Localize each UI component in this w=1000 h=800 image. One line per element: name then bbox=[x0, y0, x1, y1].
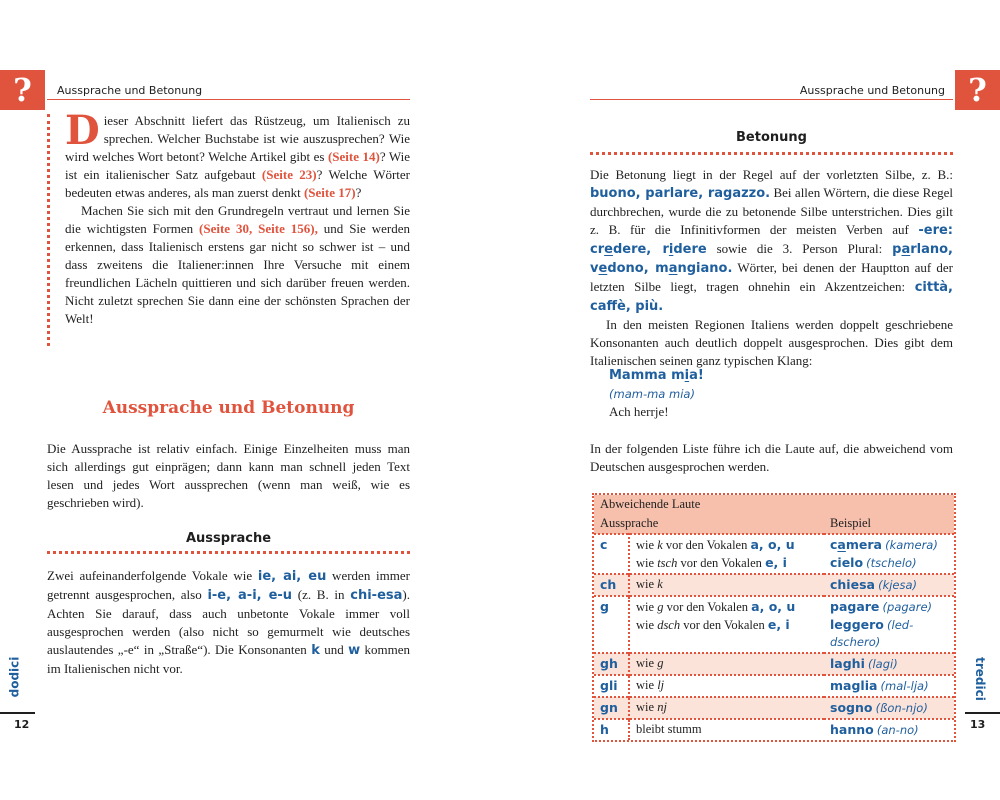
example-term: i-e, a-i, e-u bbox=[207, 588, 293, 603]
body-text: Zwei aufeinanderfolgende Vokale wie bbox=[47, 568, 258, 583]
body-text: sowie die 3. Person Plural: bbox=[706, 241, 893, 256]
intro-block bbox=[65, 107, 411, 328]
subsection-dotted-rule bbox=[47, 551, 410, 554]
body-text: Bei allen Wörtern, die diese Regel durchbrechen, wurde die zu betonende Silbe unterstrichen. Dies gilt z. B. für die Infinitivformen der meisten Verben auf bbox=[590, 185, 953, 237]
table-row bbox=[594, 697, 954, 719]
example-term: ie, ai, eu bbox=[257, 569, 327, 584]
subsection-paragraph bbox=[47, 567, 410, 678]
example-term: città, caffè, più. bbox=[590, 280, 953, 314]
pronunciation-cell: bleibt stumm bbox=[636, 722, 702, 736]
betonung-paragraph bbox=[590, 166, 953, 316]
letter-cell: gli bbox=[594, 675, 629, 697]
betonung-body bbox=[590, 166, 953, 370]
example-cell: pagare (pagare) leggero (led-dschero) bbox=[830, 599, 933, 649]
body-text: Wörter, bei denen der Hauptton auf der letzten Silbe liegt, tragen ohnehin ein Akzentzeichen: bbox=[590, 260, 953, 294]
intro-text: ? Welche Wörter bedeuten etwas anderes, als man zuerst denkt bbox=[65, 167, 411, 200]
table-row bbox=[594, 675, 954, 697]
list-intro bbox=[590, 440, 953, 476]
letter-cell: h bbox=[594, 719, 629, 740]
running-head-right: Aussprache und Betonung bbox=[799, 84, 945, 97]
body-text: und bbox=[319, 642, 349, 657]
betonung-dotted-rule bbox=[590, 152, 953, 155]
body-text: ). Achten Sie darauf, dass auch unbetonte Vokale immer voll ausgesprochen werden (also nicht so gemurmelt wie deutsches auslautendes „-e“ in „Straße“). Die Konsonanten bbox=[47, 587, 410, 657]
table-title: Abweichende Laute bbox=[600, 497, 701, 511]
page-ref: (Seite 17) bbox=[303, 185, 356, 200]
pronunciation-cell: wie k bbox=[636, 577, 663, 591]
example-cell: hanno (an-no) bbox=[830, 722, 919, 737]
pronunciation-cell: wie lj bbox=[636, 678, 665, 692]
side-label-right: tredici bbox=[972, 657, 987, 701]
subsection-body bbox=[47, 567, 410, 678]
page-number-left: 12 bbox=[14, 718, 30, 731]
table-header-row bbox=[594, 514, 954, 534]
question-mark-icon-right: ? bbox=[955, 70, 1000, 110]
page-ref: (Seite 23) bbox=[261, 167, 317, 182]
example-pronunciation: (mam-ma mia) bbox=[609, 387, 695, 401]
example-cell: sogno (ßon-njo) bbox=[830, 700, 928, 715]
letter-cell: g bbox=[594, 596, 629, 653]
pronunciation-cell: wie g bbox=[636, 656, 664, 670]
page-ref: (Seite 14) bbox=[327, 149, 380, 164]
body-text: kommen im Italienischen nicht vor. bbox=[47, 642, 411, 676]
example-block bbox=[609, 367, 909, 421]
table-row bbox=[594, 596, 954, 653]
example-term: k bbox=[311, 643, 320, 658]
letter-cell: gh bbox=[594, 653, 629, 675]
example-term: w bbox=[348, 643, 361, 658]
side-label-left: dodici bbox=[7, 656, 22, 698]
intro-text: ieser Abschnitt liefert das Rüstzeug, um Italienisch zu sprechen. Welcher Buchstabe ist wie auszusprechen? Wie wird welches Wort betont? Welche Artikel gibt es bbox=[65, 113, 410, 164]
page-number-right: 13 bbox=[970, 718, 986, 731]
betonung-title: Betonung bbox=[736, 130, 807, 145]
example-translation: Ach herrje! bbox=[609, 404, 669, 419]
pronunciation-cell: wie k vor den Vokalen a, o, u wie tsch vor den Vokalen e, i bbox=[636, 537, 795, 570]
example-term: chi-esa bbox=[350, 588, 403, 603]
section-paragraph: Die Aussprache ist relativ einfach. Einige Einzelheiten muss man sich allerdings gut einprägen; dann kann man schnell jeden Text lesen und jedes Wort aussprechen (wenn man weiß, wie es geschrieben wird). bbox=[47, 441, 410, 510]
letter-cell: c bbox=[594, 534, 629, 574]
pronunciation-cell: wie nj bbox=[636, 700, 667, 714]
col-header-beispiel: Beispiel bbox=[830, 516, 871, 530]
page-ref: (Seite 30, Seite 156), bbox=[199, 221, 318, 236]
example-cell: laghi (lagi) bbox=[830, 656, 898, 671]
footer-rule-left bbox=[0, 712, 35, 714]
list-intro-paragraph: In der folgenden Liste führe ich die Laute auf, die abweichend vom Deutschen ausgesprochen werden. bbox=[590, 441, 953, 474]
example-term: buono, parlare, ragazzo. bbox=[590, 186, 771, 201]
section-title: Aussprache und Betonung bbox=[102, 398, 355, 418]
intro-text: ? Wie ist ein italienischer Satz aufgebaut bbox=[65, 149, 410, 182]
example-term: -ere: bbox=[918, 223, 953, 238]
table-row bbox=[594, 719, 954, 740]
table-row bbox=[594, 534, 954, 574]
intro-dotted-border bbox=[47, 114, 50, 346]
letter-cell: gn bbox=[594, 697, 629, 719]
example-term: credere, ridere bbox=[590, 242, 707, 257]
table-row bbox=[594, 574, 954, 596]
example-phrase: Mamma mia! bbox=[609, 368, 704, 383]
section-body bbox=[47, 440, 410, 512]
example-cell: camera (kamera) cielo (tschelo) bbox=[830, 537, 938, 570]
running-head-left: Aussprache und Betonung bbox=[57, 84, 203, 97]
footer-rule-right bbox=[965, 712, 1000, 714]
intro-text: Machen Sie sich mit den Grundregeln vertraut und lernen Sie die wichtigsten Formen bbox=[65, 203, 410, 236]
intro-text: ? bbox=[355, 185, 362, 200]
body-text: Die Betonung liegt in der Regel auf der vorletzten Silbe, z. B.: bbox=[590, 167, 953, 182]
table-title-row bbox=[594, 495, 954, 514]
col-header-aussprache: Aussprache bbox=[600, 516, 659, 530]
example-cell: maglia (mal-lja) bbox=[830, 678, 929, 693]
letter-cell: ch bbox=[594, 574, 629, 596]
example-cell: chiesa (kjesa) bbox=[830, 577, 918, 592]
intro-paragraph bbox=[65, 107, 411, 202]
sounds-table bbox=[592, 493, 956, 742]
subsection-title: Aussprache bbox=[185, 531, 272, 546]
pronunciation-cell: wie g vor den Vokalen a, o, u wie dsch vor den Vokalen e, i bbox=[636, 599, 796, 632]
table-row bbox=[594, 653, 954, 675]
question-mark-icon: ? bbox=[0, 70, 45, 110]
intro-text: und Sie werden erkennen, dass Italienisch erstens gar nicht so schwer ist – und dass zweitens die Italiener:innen Ihre Versuche mit einem freundlichen Lächeln quittieren und sich darüber freuen werden. Nicht zuletzt sprechen Sie dann eine der schönsten Sprachen der Welt! bbox=[65, 221, 410, 326]
header-rule-left bbox=[47, 99, 410, 100]
betonung-paragraph-2: In den meisten Regionen Italiens werden doppelt geschriebene Konsonanten auch deutlich doppelt ausgesprochen. Dies gibt dem Italienischen seinen ganz typischen Klang: bbox=[590, 317, 953, 368]
intro-paragraph-2 bbox=[65, 202, 410, 328]
body-text: werden immer getrennt ausgesprochen, also bbox=[47, 568, 410, 602]
example-term: parlano, vedono, mangiano. bbox=[590, 242, 953, 276]
header-rule-right bbox=[590, 99, 953, 100]
body-text: (z. B. in bbox=[292, 587, 351, 602]
drop-cap: D bbox=[65, 107, 100, 154]
